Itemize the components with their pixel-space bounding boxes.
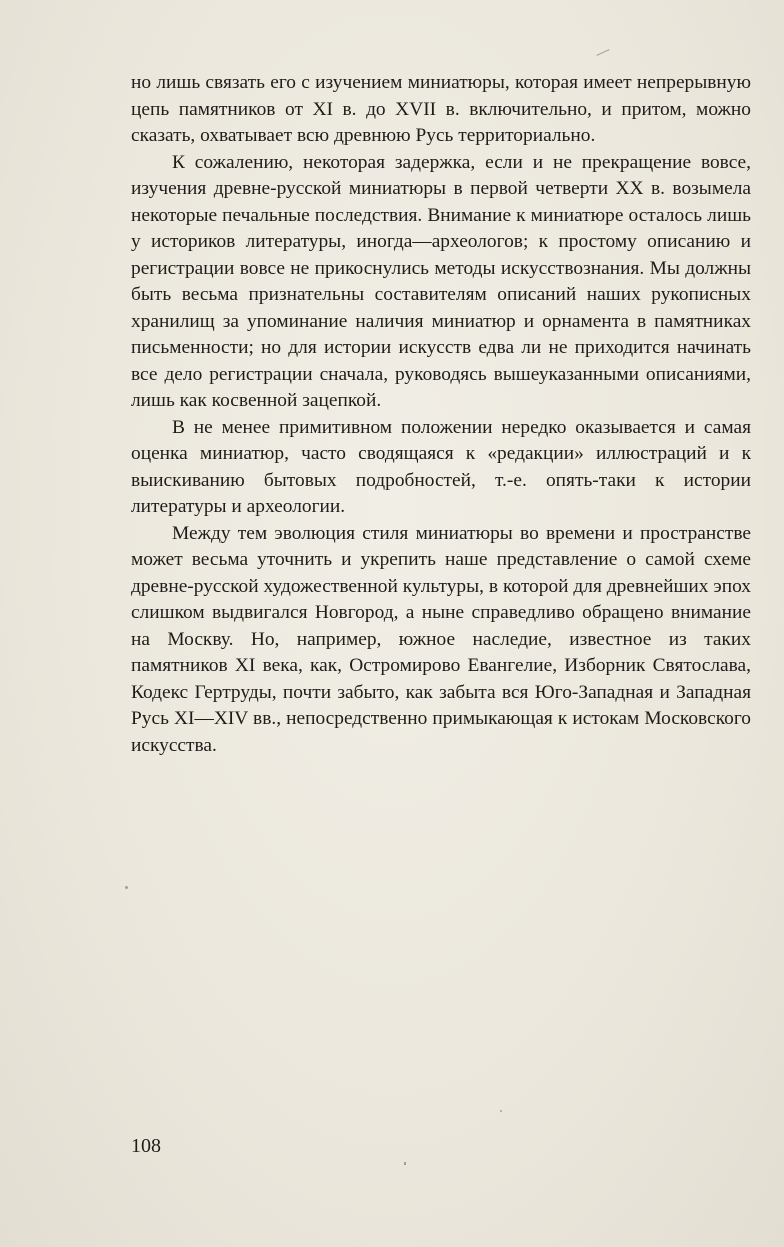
paragraph-3: В не менее примитивном положении нередко оказывается и самая оценка миниатюр, часто сводящаяся к «редакции» иллюстраций и к выискиванию бытовых подробностей, т.-е. опять-таки к истории литературы и археологии. (131, 416, 751, 517)
paper-speck (596, 49, 609, 56)
paper-speck (404, 1162, 406, 1165)
paragraph-4: Между тем эволюция стиля миниатюры во времени и пространстве может весьма уточнить и укрепить наше представление о самой схеме древне-русской художественной культуры, в которой для древнейших эпох слишком выдвигался Новгород, а ныне справедливо обращено внимание на Москву. Но, например, южное наследие, известное из таких памятников XI века, как, Остромирово Евангелие, Изборник Святослава, Кодекс Гертруды, почти забыто, как забыта вся Юго-Западная и Западная Русь XI—XIV вв., непосредственно примыкающая к истокам Московского искусства. (131, 522, 751, 756)
body-text (131, 70, 751, 759)
paper-speck (500, 1110, 502, 1112)
paragraph-1: но лишь связать его с изучением миниатюры, которая имеет непрерывную цепь памятников от XI в. до XVII в. включительно, и притом, можно сказать, охватывает всю древнюю Русь территориально. (131, 72, 751, 146)
paragraph-2: К сожалению, некоторая задержка, если и не прекращение вовсе, изучения древне-русской миниатюры в первой четверти XX в. возымела некоторые печальные последствия. Внимание к миниатюре осталось лишь у историков литературы, иногда—археологов; к простому описанию и регистрации вовсе не прикоснулись методы искусствознания. Мы должны быть весьма признательны составителям описаний наших рукописных хранилищ за упоминание наличия миниатюр и орнамента в памятниках письменности; но для истории искусств едва ли не приходится начинать все дело регистрации сначала, руководясь вышеуказанными описаниями, лишь как косвенной зацепкой. (131, 151, 751, 411)
paper-speck (125, 886, 128, 889)
page-number: 108 (131, 1135, 161, 1157)
